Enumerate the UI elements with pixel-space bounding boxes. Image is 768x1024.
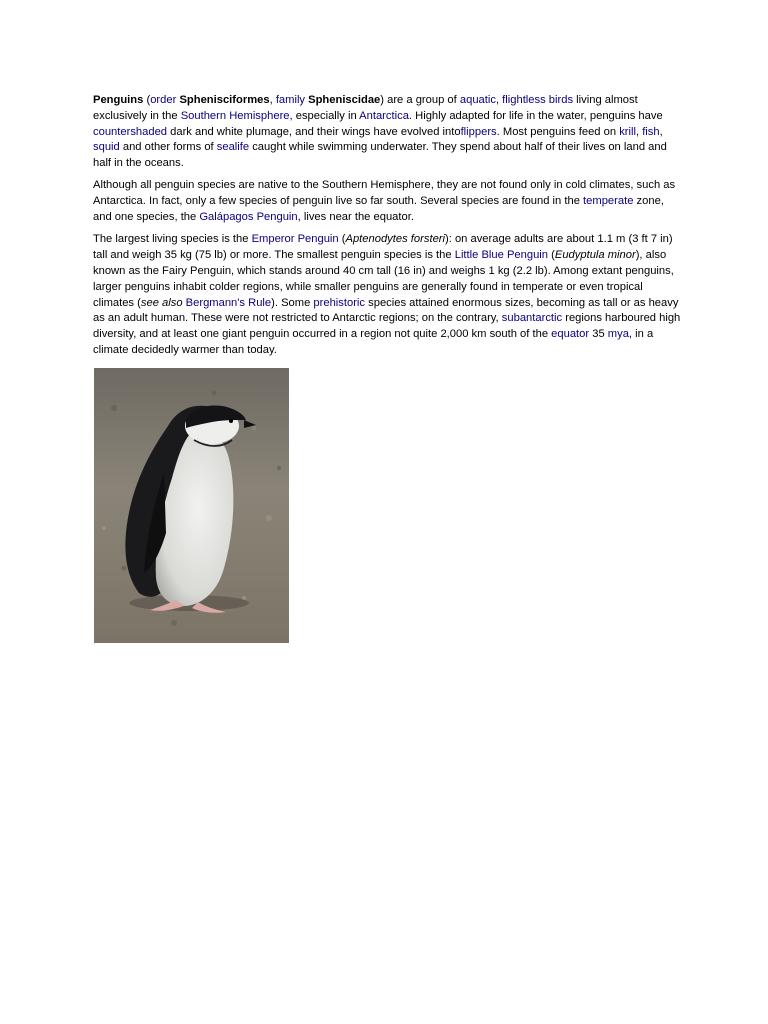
text-run: ( <box>548 249 555 262</box>
text-run: , in a climate decidedly warmer than today. <box>93 328 654 356</box>
link-little-blue-penguin[interactable]: Little Blue Penguin <box>454 249 549 262</box>
text-run: , especially in <box>289 109 360 122</box>
link-flippers[interactable]: flippers <box>460 125 497 138</box>
term-see-also: see also <box>140 296 183 309</box>
text-run: . Most penguins feed on <box>496 125 620 138</box>
link-galapagos-penguin[interactable]: Galápagos Penguin <box>199 211 298 224</box>
link-prehistoric[interactable]: prehistoric <box>313 296 366 309</box>
paragraph-sizes <box>93 232 681 358</box>
link-squid[interactable]: squid <box>93 141 120 154</box>
text-run: 35 <box>589 328 608 341</box>
text-run: and other forms of <box>119 141 217 154</box>
text-run: living almost exclusively in the <box>93 94 638 122</box>
text-run: ): on average adults are about 1.1 m (3 ft 7 in) tall and weigh 35 kg (75 lb) or more. The smallest penguin species is the <box>93 233 673 262</box>
term-penguins: Penguins <box>93 94 144 106</box>
link-krill[interactable]: krill <box>619 125 636 138</box>
text-run: Although all penguin species are native to the Southern Hemisphere, they are not found only in cold climates, such as Antarctica. In fact, only a few species of penguin live so far south. Several species are found in the <box>93 179 676 208</box>
link-subantarctic[interactable]: subantarctic <box>501 312 563 325</box>
text-run: ), also known as the Fairy Penguin, which stands around 40 cm tall (16 in) and weighs 1 kg (2.2 lb). Among extant penguins, larger penguins inhabit colder regions, while smaller penguins are generally found in temperate or even tropical climates ( <box>93 249 674 309</box>
paragraph-intro <box>93 93 681 172</box>
link-family[interactable]: family <box>275 94 306 106</box>
text-run: The largest living species is the <box>93 233 252 246</box>
article-body <box>93 93 681 365</box>
term-eudyptula-minor: Eudyptula minor <box>554 249 636 262</box>
text-run: caught while swimming underwater. They spend about half of their lives on land and half in the oceans. <box>93 141 667 170</box>
text-run: regions harboured high diversity, and at least one giant penguin occurred in a region not quite 2,000 km south of the <box>93 312 681 341</box>
penguin-illustration <box>94 368 289 643</box>
link-aquatic[interactable]: aquatic <box>459 94 496 106</box>
link-fish[interactable]: fish <box>642 125 660 138</box>
text-run: ( <box>143 94 151 106</box>
text-run: zone, and one species, the <box>93 195 664 224</box>
link-emperor-penguin[interactable]: Emperor Penguin <box>251 233 339 246</box>
link-order[interactable]: order <box>150 94 177 106</box>
text-run: , <box>659 125 663 138</box>
text-run: , <box>269 94 276 106</box>
link-flightless-birds[interactable]: flightless birds <box>502 94 574 106</box>
text-run: species attained enormous sizes, becoming as tall or as heavy as an adult human. These were not restricted to Antarctic regions; on the contrary, <box>93 296 679 325</box>
paragraph-distribution <box>93 178 681 225</box>
text-run: ( <box>338 233 346 246</box>
link-temperate[interactable]: temperate <box>583 195 634 208</box>
text-run: ). Some <box>271 296 314 309</box>
text-run: ) are a group of <box>380 94 460 106</box>
term-spheniscidae: Spheniscidae <box>308 94 381 106</box>
term-sphenisciformes: Sphenisciformes <box>179 94 270 106</box>
link-mya[interactable]: mya <box>607 328 629 341</box>
text-run: dark and white plumage, and their wings have evolved into <box>167 125 461 138</box>
text-run: , <box>495 94 503 106</box>
text-run: , lives near the equator. <box>297 211 414 224</box>
text-run: , <box>635 125 643 138</box>
link-sealife[interactable]: sealife <box>216 141 250 154</box>
link-bergmanns-rule[interactable]: Bergmann's Rule <box>185 296 272 309</box>
link-equator[interactable]: equator <box>551 328 590 341</box>
link-southern-hemisphere[interactable]: Southern Hemisphere <box>180 109 290 122</box>
link-antarctica[interactable]: Antarctica <box>359 109 409 122</box>
text-run: . Highly adapted for life in the water, penguins have <box>408 109 663 122</box>
link-countershaded[interactable]: countershaded <box>93 125 168 138</box>
penguin-eye <box>229 419 233 423</box>
term-aptenodytes-forsteri: Aptenodytes forsteri <box>345 233 445 246</box>
penguin-photo <box>94 368 289 643</box>
